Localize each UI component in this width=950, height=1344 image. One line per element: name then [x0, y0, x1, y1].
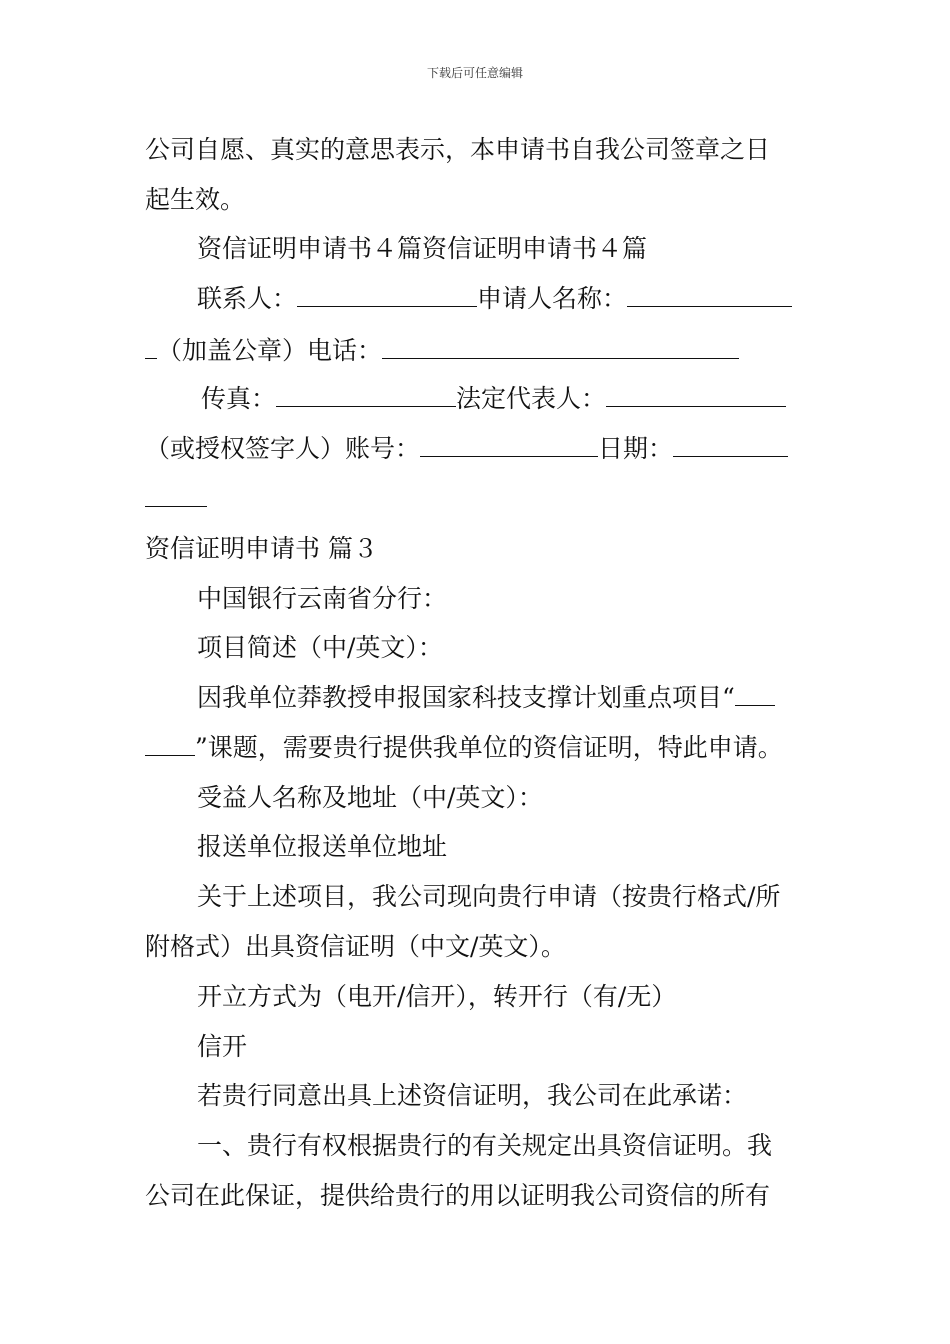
text-line: 开立方式为（电开/信开），转开行（有/无） — [197, 982, 677, 1011]
contact-blank — [297, 284, 477, 307]
text-line: 信开 — [197, 1032, 248, 1061]
date-label: 日期： — [598, 434, 674, 463]
project-text: 因我单位莽教授申报国家科技支撑计划重点项目“ — [197, 683, 735, 712]
text-line: 附格式）出具资信证明（中文/英文）。 — [145, 932, 566, 961]
contact-label: 联系人： — [197, 284, 298, 313]
text-line: 公司自愿、真实的意思表示，本申请书自我公司签章之日 — [145, 135, 771, 164]
account-row — [145, 433, 810, 465]
phone-label: （加盖公章）电话： — [157, 336, 383, 365]
date-blank-cont — [145, 484, 207, 507]
date-blank — [673, 434, 788, 457]
date-blank-row — [145, 483, 810, 515]
text-line: 受益人名称及地址（中/英文）： — [197, 783, 543, 812]
account-blank — [420, 434, 598, 457]
text-line: 若贵行同意出具上述资信证明，我公司在此承诺： — [197, 1081, 748, 1110]
text-line: 项目简述（中/英文）： — [197, 633, 443, 662]
phone-blank — [382, 336, 739, 359]
contact-row — [197, 283, 810, 315]
project-blank — [735, 683, 775, 706]
text-line: 一、贵行有权根据贵行的有关规定出具资信证明。我 — [197, 1131, 773, 1160]
legal-rep-label: 法定代表人： — [456, 384, 607, 413]
text-line: 公司在此保证，提供给贵行的用以证明我公司资信的所有 — [145, 1181, 771, 1210]
text-line: 报送单位报送单位地址 — [197, 832, 448, 861]
project-row — [197, 682, 810, 714]
text-line: 资信证明申请书４篇资信证明申请书４篇 — [197, 234, 648, 263]
page-header: 下载后可任意编辑 — [426, 66, 523, 80]
text-line: 起生效。 — [145, 185, 246, 214]
project-text-cont: ”课题，需要贵行提供我单位的资信证明，特此申请。 — [195, 733, 783, 762]
project-row-cont — [145, 732, 810, 764]
applicant-blank — [627, 284, 792, 307]
legal-rep-blank — [606, 384, 786, 407]
project-blank-cont — [145, 733, 195, 756]
fax-row — [201, 383, 810, 415]
applicant-blank-cont — [145, 336, 157, 359]
fax-label: 传真： — [201, 384, 277, 413]
seal-row — [145, 335, 810, 367]
text-line: 关于上述项目，我公司现向贵行申请（按贵行格式/所 — [197, 882, 781, 911]
fax-blank — [276, 384, 456, 407]
applicant-label: 申请人名称： — [477, 284, 628, 313]
account-label: （或授权签字人）账号： — [145, 434, 421, 463]
section-title: 资信证明申请书 篇３ — [145, 534, 378, 563]
addressee: 中国银行云南省分行： — [197, 584, 448, 613]
